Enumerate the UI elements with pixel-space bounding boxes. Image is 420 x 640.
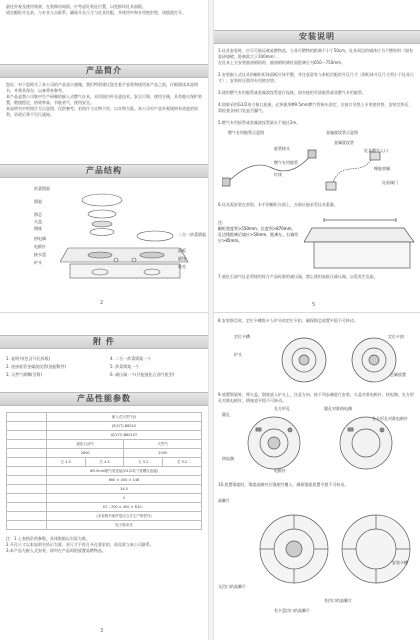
install-step-9: 9.放置锅架时，将火盖、锅座放入炉头上，注意方向，按下列步骤进行安装。火盖对准电极针、热电偶，长方形孔对准电极针，锅座放平稳不可转动。 — [218, 392, 414, 403]
label-burner-cap: 锅架 — [34, 199, 42, 204]
label-base: 底壳 — [178, 264, 186, 269]
install-title: 安装说明 — [299, 32, 335, 41]
spec-ignition: 电子脉冲式 — [47, 521, 202, 530]
spec-heat-right: 右 4.5 — [85, 458, 124, 467]
pan-label-slot: 安装卡槽 — [392, 560, 408, 565]
page-divider — [0, 312, 208, 313]
hose-label-red-line: 红线 — [274, 172, 282, 177]
accessory-item-1: 1. 说明书(包含开孔样板) — [6, 356, 51, 361]
pan-label-no-notch: 无凹口的高脚片 — [218, 584, 246, 589]
install-step-5: 5.燃气专用软管或金属波纹管最长不超过2m。 — [218, 120, 301, 125]
specs-notes: 注：1.上表热负荷参数，具体数据以实际为准。 2.开孔尺寸以本说明书所示为准，若尺寸不符合开孔要求的，请及时与本公司联系。 3.本产品为嵌入式安装，请勿在产品周围放置易燃物品。 — [6, 536, 154, 553]
burner-label-stove: 炉头 — [234, 352, 242, 357]
hose-label-inlet: 灶具燃气入口 — [364, 148, 388, 153]
structure-title: 产品结构 — [86, 166, 122, 175]
install-step-7: 7.液化石油气灶必须使用符合产品标准的减压阀，禁止使用高低压减压阀，以免发生危险。 — [218, 274, 378, 279]
label-stove: 炉头 — [34, 260, 42, 265]
label-panel: 面板 — [178, 248, 186, 253]
burner-label-correct: 正确放置 — [390, 372, 406, 377]
accessory-item-6: 6. 减压阀一个(只配液化石油气机型) — [110, 372, 175, 377]
fire-label-igniter: 电极针 — [274, 468, 286, 473]
specs-title: 产品性能参数 — [77, 394, 131, 403]
left-column — [0, 0, 208, 640]
spec-pressure-lpg: 2800 — [47, 449, 124, 458]
label-bottom-case: 接水盘 — [34, 252, 46, 257]
spec-hole: K7（700 × 400 × R10） — [47, 503, 202, 512]
install-section-header — [214, 30, 420, 44]
install-step-10: 10.放置锅架时，锅架高脚对应锅座凹槽入，确保锅架放置平稳不可转动。 — [218, 482, 349, 487]
hose-label-valve: 灶前阀门 — [382, 180, 398, 185]
page-number-2: 2 — [100, 300, 104, 306]
install-step-4: 4.如果采用G1/2英寸接口连接，必须使用Φ9.5mm燃气管接头固定，在接口处垫上专用密封垫，安装完毕后，需检查各接口处是否漏气。 — [218, 102, 413, 113]
label-thermocouple: 热电偶 — [34, 236, 46, 241]
label-pan-support: 炒菜锅架 — [34, 186, 50, 191]
label-distributor: 锅芯 — [34, 212, 42, 217]
product-structure-diagram — [60, 186, 190, 296]
fire-label-rect-hole: 长方形孔 — [274, 406, 290, 411]
cabinet-diagram — [304, 214, 416, 270]
page-divider-right — [214, 312, 420, 313]
accessories-title: 附 件 — [93, 337, 115, 346]
accessory-item-5: 5. 炒菜锅架一个 — [110, 364, 140, 369]
install-step-8: 8.安装锅芯时，定位卡槽需卡入炉头的定位卡扣，确保锅芯放置平稳不可转动。 — [218, 318, 358, 323]
fire-label-align-rect: 长方形孔对准电极针 — [372, 416, 408, 421]
pan-label-cut-notch: 有卡盘切口的高脚片 — [274, 608, 310, 613]
fire-label-round-hole: 圆孔 — [222, 412, 230, 417]
pan-support-diagram — [244, 494, 416, 604]
hose-label-gasket: 橡胶垫圈 — [374, 166, 390, 171]
intro-section-header — [0, 64, 208, 78]
install-step-6: 6.灶具需安装在坚固、水平的橱柜台面上，台面应能承受灶具重量。 — [218, 202, 338, 207]
burner-label-groove: 定位卡槽 — [234, 334, 250, 339]
spec-heat-left-ng: 左 5.2 — [124, 458, 163, 467]
hose-left-title: 燃气专用胶管示意图 — [228, 130, 264, 135]
label-fire-cover: 火盖 — [34, 219, 42, 224]
pan-label-notch: 有凹口的高脚片 — [324, 598, 352, 603]
label-igniter: 电极针 — [34, 244, 46, 249]
intro-title: 产品简介 — [86, 66, 122, 75]
page-number-4: 5 — [312, 302, 316, 308]
spec-model-a: JZ(Y/T)-B801S — [47, 422, 202, 431]
spec-heat-left: 左 4.5 — [47, 458, 86, 467]
spec-ng: 天然气 — [124, 440, 202, 449]
hose-label-metal: 金属波纹管 — [334, 140, 354, 145]
hose-label-joint: 胶管接头 — [274, 146, 290, 151]
structure-section-header — [0, 164, 208, 178]
label-knob: 旋钮 — [178, 256, 186, 261]
spec-connection: Φ9.5mm燃气管连接(G1/2英寸管螺纹连接) — [47, 467, 202, 476]
spec-weight: 14.5 — [47, 485, 202, 494]
install-step-3: 3.使用燃气专用胶管或金属波纹管进行连接，请勿使用劣质胶管或非燃气专用胶管。 — [218, 90, 366, 95]
install-step-2: 2.安装嵌入式灶具的橱柜柜体面板应该平整，并注意留有与本机匹配的开孔尺寸（即柜体开孔尺寸须小于灶具尺寸），安装时还需用专用密封垫。 — [218, 72, 414, 83]
cabinet-note: 注： 橱柜宽度须>550mm，长度须>870mm。 孔边缘距离后墙应>50mm，距离左、右墙均应>85mm。 — [218, 220, 299, 243]
burner-label-clip: 定位卡扣 — [388, 334, 404, 339]
page-number-3: 3 — [100, 628, 104, 634]
spec-hole-note: (本说明书案件是以当月生产的型号) — [47, 512, 202, 521]
spec-size: 860 × 450 × 148 — [47, 476, 202, 485]
specs-table — [6, 412, 202, 530]
fire-label-thermocouple: 热电偶 — [222, 456, 234, 461]
intro-top-text: 最佳外观及使用效果，在装修房间前，应考虑好装灶位置，以免损坏灶具面板。 请在橱柜开孔前，与专业人员联系，确保开孔尺寸与灶具匹配，并使用中和专用密封垫，请慎重打开。 — [6, 4, 186, 15]
intro-body: 您好，对于您购买了本公司的产品表示感谢。我们特别建议您在着手安装和使用本产品之前，仔细阅读本说明书，并将其保存，以备将来参考。 本产品是我公司集中生产研制的嵌入式燃气灶具，采用国内外先进技术，安全可靠，使用方便，具有熄火保护装置，燃烧稳定，热效率高，节能省气，使用安全。 本说明书中的图片为示意图，仅供参考，若图片与实物不符，以实物为准。本公司对产品外观规格有改进的权利，更改后将不另行通知。 — [6, 82, 202, 117]
hose-right-title: 金属波纹管示意图 — [326, 130, 358, 135]
spec-type: 嵌入式天然气灶 — [47, 413, 202, 422]
spec-lpg: 液化石油气 — [47, 440, 124, 449]
spec-heat-right-ng: 右 5.2 — [163, 458, 202, 467]
install-step-1: 1.灶具安装时，应尽可能远离易燃物品，与非可燃物的距离不小于50cm。灶具周边的墙体应为不燃材料（如有瓷砖墙壁，距离需大于100mm）。 在灶具上方安装抽油烟机时，抽油烟机离灶面距离应为650～750mm。 — [218, 48, 413, 65]
specs-section-header — [0, 392, 208, 406]
spec-flow: 2 — [47, 494, 202, 503]
spec-pressure-ng: 2000 — [124, 449, 202, 458]
accessory-item-4: 4. 二合一炒菜锅架一个 — [110, 356, 152, 361]
accessory-item-2: 2. 连接软管金属波纹管(选配附件) — [6, 364, 67, 369]
accessory-item-3: 3. 天然气喷嘴(另附) — [6, 372, 43, 377]
hose-label-gas-hose: 燃气专用胶管 — [274, 160, 298, 165]
fire-label-align-round: 圆孔对准热电偶 — [324, 406, 352, 411]
pan-label-high-foot: 高脚片 — [218, 498, 230, 503]
label-two-in-one: 二合一炒菜锅架 — [178, 232, 206, 237]
accessories-section-header — [0, 335, 208, 349]
spec-model-b: JZ(Y/T)-B801ST — [47, 431, 202, 440]
label-cover-base: 锅座 — [34, 226, 42, 231]
right-column — [214, 0, 420, 640]
